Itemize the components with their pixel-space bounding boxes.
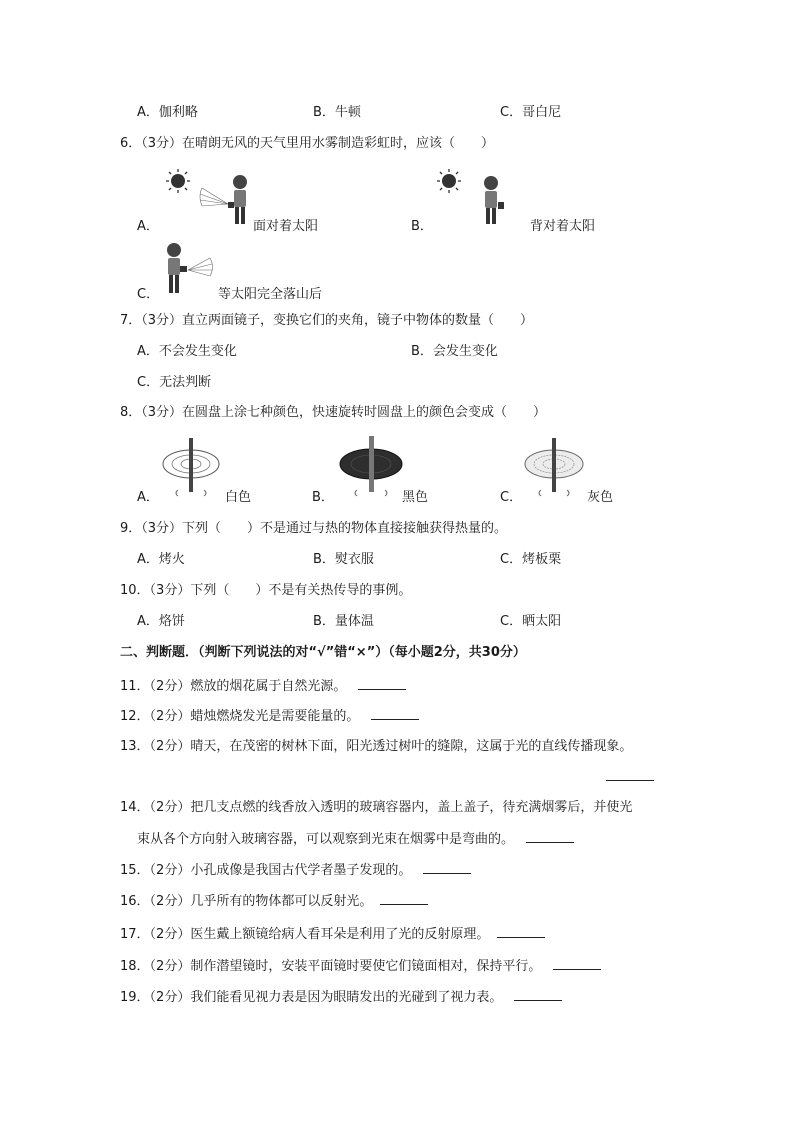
q6-option-a-text: 面对着太阳 bbox=[253, 219, 319, 234]
boy-figure bbox=[167, 243, 187, 293]
answer-blank[interactable] bbox=[380, 892, 428, 905]
q8-option-c-label: C． bbox=[500, 490, 523, 505]
question-text: 16．（2分）几乎所有的物体都可以反射光。 bbox=[120, 894, 373, 909]
spray-mist bbox=[200, 188, 228, 206]
answer-blank[interactable] bbox=[371, 707, 419, 720]
q7-option-a: A．不会发生变化 bbox=[137, 344, 237, 359]
answer-blank[interactable] bbox=[423, 861, 471, 874]
q7-option-b: B．会发生变化 bbox=[411, 344, 498, 359]
answer-blank-q13[interactable] bbox=[606, 768, 654, 781]
spray-mist bbox=[188, 258, 213, 276]
judgment-q15 bbox=[120, 861, 471, 880]
q8-stem: 8．（3分）在圆盘上涂七种颜色，快速旋转时圆盘上的颜色会变成（ ） bbox=[120, 405, 547, 420]
question-text: 15．（2分）小孔成像是我国古代学者墨子发现的。 bbox=[120, 863, 412, 878]
q6-option-c-label: C． bbox=[137, 287, 160, 302]
sun-icon bbox=[166, 169, 190, 193]
q8-disc-gray bbox=[522, 432, 586, 500]
q10-stem: 10．（3分）下列（ ）不是有关热传导的事例。 bbox=[120, 583, 412, 598]
q8-disc-black bbox=[337, 432, 405, 500]
q6-option-b-text: 背对着太阳 bbox=[530, 219, 596, 234]
q9-option-a: A．烤火 bbox=[137, 552, 185, 567]
q7-stem: 7．（3分）直立两面镜子，变换它们的夹角，镜子中物体的数量（ ） bbox=[120, 313, 534, 328]
q6-illustration-b bbox=[430, 166, 530, 232]
question-text: 13．（2分）晴天，在茂密的树林下面，阳光透过树叶的缝隙，这属于光的直线传播现象。 bbox=[120, 739, 633, 754]
question-text: 束从各个方向射入玻璃容器，可以观察到光束在烟雾中是弯曲的。 bbox=[137, 832, 515, 847]
q9-stem: 9．（3分）下列（ ）不是通过与热的物体直接接触获得热量的。 bbox=[120, 521, 508, 536]
judgment-q19 bbox=[120, 988, 562, 1007]
boy-figure bbox=[228, 175, 247, 224]
q9-option-b: B．熨衣服 bbox=[313, 552, 374, 567]
question-text: 18．（2分）制作潜望镜时，安装平面镜时要使它们镜面相对，保持平行。 bbox=[120, 959, 542, 974]
answer-blank[interactable] bbox=[358, 677, 406, 690]
boy-figure bbox=[484, 176, 504, 224]
q10-option-b: B．量体温 bbox=[313, 614, 374, 629]
q6-stem: 6．（3分）在晴朗无风的天气里用水雾制造彩虹时，应该（ ） bbox=[120, 136, 495, 151]
question-text: 19．（2分）我们能看见视力表是因为眼睛发出的光碰到了视力表。 bbox=[120, 990, 503, 1005]
sun-icon bbox=[437, 169, 461, 193]
q5-option-c: C．哥白尼 bbox=[500, 105, 562, 120]
question-text: 17．（2分）医生戴上额镜给病人看耳朵是利用了光的反射原理。 bbox=[120, 927, 490, 942]
q5-option-b: B．牛顿 bbox=[313, 105, 361, 120]
question-text: 12．（2分）蜡烛燃烧发光是需要能量的。 bbox=[120, 709, 360, 724]
q5-option-a: A．伽利略 bbox=[137, 105, 198, 120]
answer-blank[interactable] bbox=[497, 925, 545, 938]
judgment-q12 bbox=[120, 707, 419, 726]
q6-illustration-c bbox=[160, 240, 220, 300]
judgment-q18 bbox=[120, 957, 601, 976]
answer-blank[interactable] bbox=[514, 988, 562, 1001]
q8-option-a-label: A． bbox=[137, 490, 159, 505]
q6-illustration-a bbox=[160, 166, 260, 232]
q10-option-a: A．烙饼 bbox=[137, 614, 185, 629]
q6-option-b-label: B． bbox=[411, 219, 433, 234]
q8-disc-white bbox=[160, 432, 222, 500]
q7-option-c: C．无法判断 bbox=[137, 375, 212, 390]
q8-option-b-label: B． bbox=[312, 490, 334, 505]
q6-option-c-text: 等太阳完全落山后 bbox=[218, 287, 323, 302]
judgment-q17 bbox=[120, 925, 545, 944]
q10-option-c: C．晒太阳 bbox=[500, 614, 562, 629]
q8-option-a-text: 白色 bbox=[225, 490, 252, 505]
judgment-q11 bbox=[120, 677, 406, 696]
q9-option-c: C．烤板栗 bbox=[500, 552, 562, 567]
judgment-q14-line2 bbox=[137, 830, 574, 849]
answer-blank[interactable] bbox=[553, 957, 601, 970]
judgment-q13 bbox=[120, 738, 632, 756]
question-text: 11．（2分）燃放的烟花属于自然光源。 bbox=[120, 679, 347, 694]
q8-option-c-text: 灰色 bbox=[587, 490, 614, 505]
q8-option-b-text: 黑色 bbox=[402, 490, 429, 505]
judgment-q16 bbox=[120, 892, 428, 911]
section-heading-judgment: 二、判断题．（判断下列说法的对“√”错“×”）（每小题2分，共30分） bbox=[120, 645, 526, 660]
q6-option-a-label: A． bbox=[137, 219, 159, 234]
answer-blank[interactable] bbox=[526, 830, 574, 843]
judgment-q14-line1: 14．（2分）把几支点燃的线香放入透明的玻璃容器内，盖上盖子，待充满烟雾后，并使光 bbox=[120, 800, 633, 815]
